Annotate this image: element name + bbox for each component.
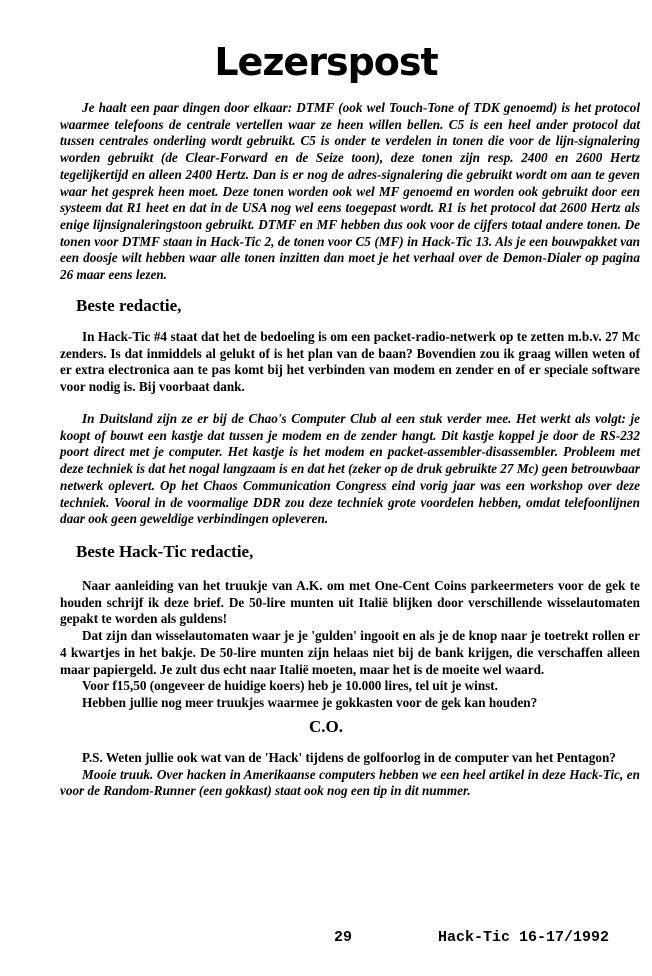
letter2-section [60, 578, 640, 712]
page-title: Lezerspost [214, 40, 438, 84]
publication-footer: Hack-Tic 16-17/1992 [438, 929, 610, 946]
letter2-salutation: Beste Hack-Tic redactie, [76, 542, 254, 561]
letter1-editor-reply: In Duitsland zijn ze er bij de Chao's Computer Club al een stuk verder mee. Het werkt als volgt: je koopt of bouwt een kastje dat tussen je modem en de zender hangt. Dit kastje koppel je door de RS-232 poort direct met je computer. Het kastje is het modem en packet-assembler-disassembler. Probleem met deze techniek is dat het nogal langzaam is en dat het (zeker op de druk gebruikte 27 Mc) geen betrouwbaar netwerk oplevert. Op het Chaos Communication Congress eind vorig jaar was een workshop over deze techniek. Vooral in de voormalige DDR zou deze techniek grote voordelen hebben, omdat telefoonlijnen daar ook geen geweldige verbindingen opleveren. [60, 411, 640, 527]
page-number: 29 [334, 929, 353, 946]
letter2-paragraph: Voor f15,50 (ongeveer de huidige koers) heb je 10.000 lires, tel uit je winst. [82, 678, 498, 694]
letter1-body: In Hack-Tic #4 staat dat het de bedoeling is om een packet-radio-netwerk op te zetten m.b.v. 27 Mc zenders. Is dat inmiddels al gelukt of is het plan van de baan? Bovendien zou ik graag willen weten of er extra electronica aan te pas komt bij het verbinden van modem en zender en of er speciale software voor nodig is. Bij voorbaat dank. [60, 329, 640, 395]
letter1-salutation: Beste redactie, [76, 296, 182, 315]
letter2-signature: C.O. [309, 717, 343, 736]
letter1-section [60, 329, 640, 396]
letter2-editor-reply: Mooie truuk. Over hacken in Amerikaanse computers hebben we een heel artikel in deze Hack-Tic, en voor de Random-Runner (een gokkast) staat ook nog een tip in dit nummer. [60, 766, 640, 799]
letter2-postscript: P.S. Weten jullie ook wat van de 'Hack' tijdens de golfoorlog in de computer van het Pentagon? [82, 750, 616, 765]
postscript-section [60, 750, 640, 800]
letter2-paragraph: Hebben jullie nog meer truukjes waarmee je gokkasten voor de gek kan houden? [82, 694, 538, 710]
letter2-paragraph: Naar aanleiding van het truukje van A.K. om met One-Cent Coins parkeermeters voor de gek te houden schrijf ik deze brief. De 50-lire munten uit Italië blijken door verschillende wisselautomaten gepakt te worden als guldens! [60, 578, 640, 627]
editor-intro-text: Je haalt een paar dingen door elkaar: DTMF (ook wel Touch-Tone of TDK genoemd) is het protocol waarmee telefoons de centrale vertellen waar ze heen willen bellen. C5 is een heel ander protocol dat tussen centrales onderling wordt gebruikt. C5 is onder te verdelen in tonen die voor de lijn-signalering worden gebruikt (de Clear-Forward en de Seize toon), deze tonen zijn resp. 2400 en 2600 Hertz tegelijkertijd en alleen 2400 Hertz. Dan is er nog de adres-signalering die gebruikt wordt om aan te geven waar het gesprek heen moet. Deze tonen worden ook wel MF genoemd en worden ook gebruikt door een systeem dat R1 heet en dat in de USA nog wel eens toegepast wordt. R1 is het protocol dat 2600 Hertz als enige lijnsignaleringstoon gebruikt. DTMF en MF hebben dus ook voor de cijfers totaal andere tonen. De tonen voor DTMF staan in Hack-Tic 2, de tonen voor C5 (MF) in Hack-Tic 13. Als je een bouwpakket van een doosje wilt hebben waar alle tonen inzitten dan moet je het verhaal over de Demon-Dialer op pagina 26 maar eens lezen. [60, 100, 640, 283]
letter1-reply-section [60, 411, 640, 528]
intro-section [60, 100, 640, 284]
letter2-paragraph: Dat zijn dan wisselautomaten waar je je 'gulden' ingooit en als je de knop naar je toetrekt rollen er 4 kwartjes in het bakje. De 50-lire munten zijn helaas niet bij de bank krijgen, die verschaffen alleen maar papiergeld. Je zult dus echt naar Italië moeten, maar het is de moeite wel waard. [60, 628, 640, 677]
